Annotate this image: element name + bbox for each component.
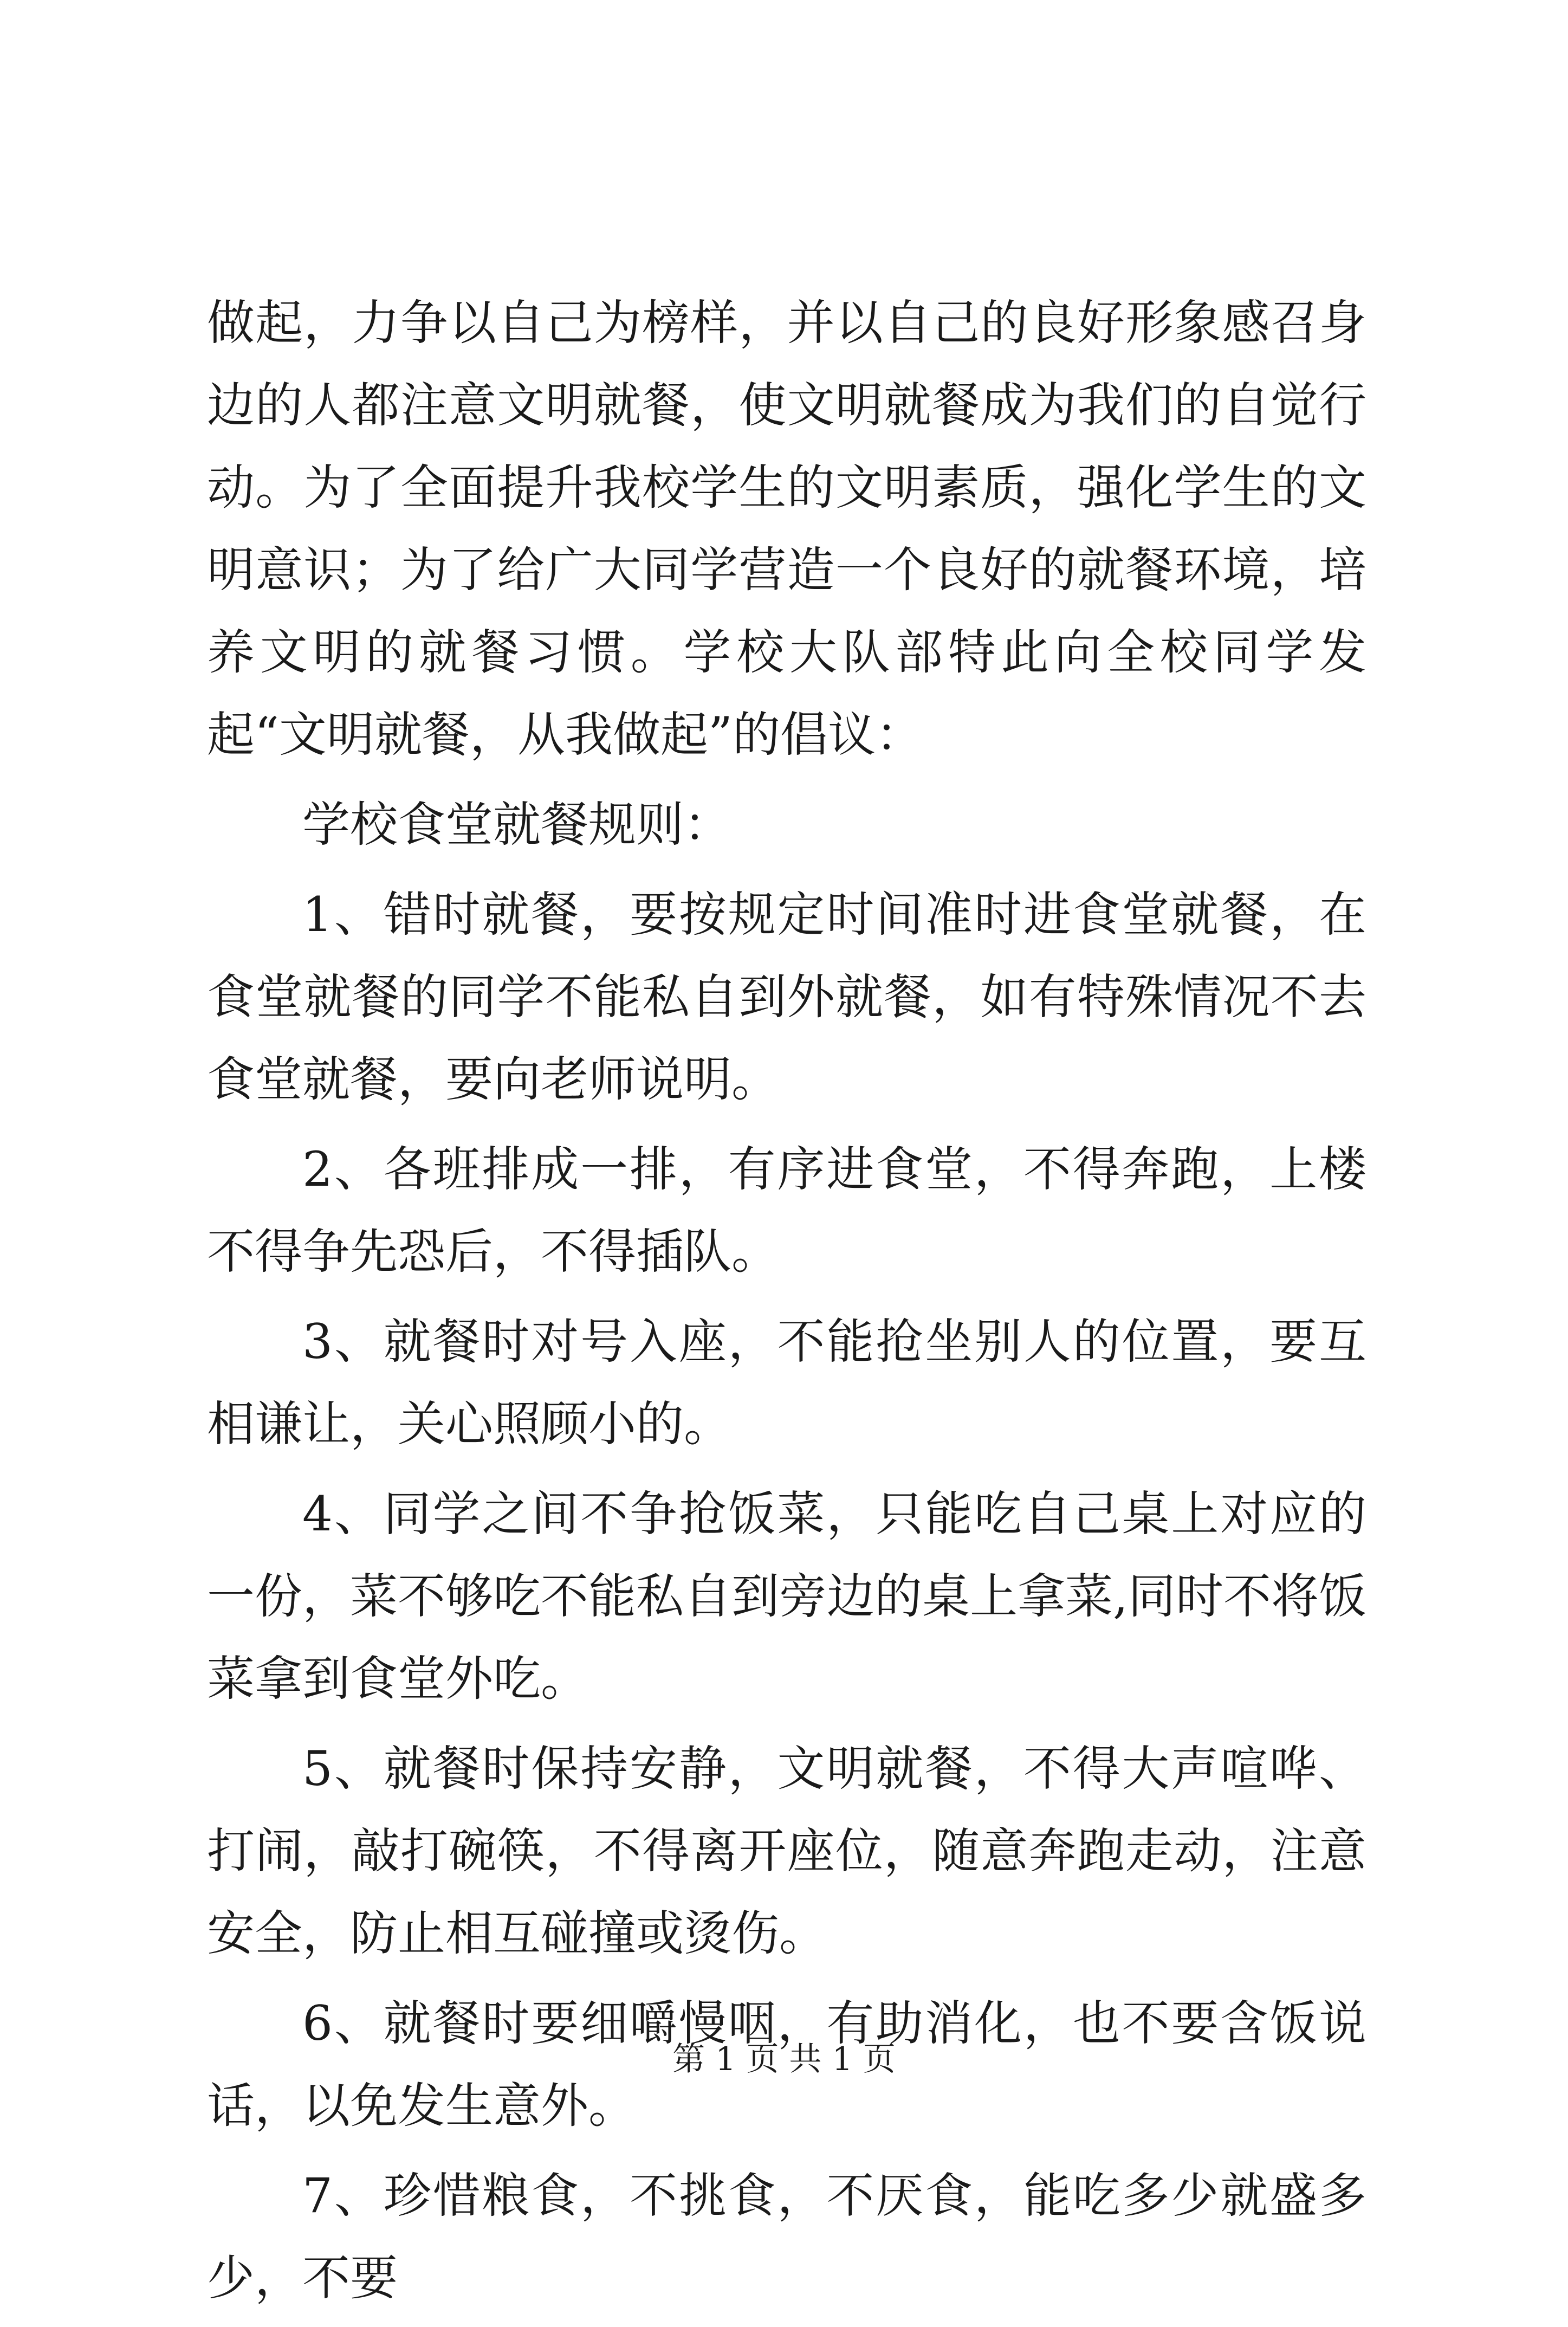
paragraph-rule-6: 6、就餐时要细嚼慢咽，有助消化，也不要含饭说话，以免发生意外。 bbox=[207, 1995, 1366, 2134]
paragraph-rule-4: 4、同学之间不争抢饭菜，只能吃自己桌上对应的一份，菜不够吃不能私自到旁边的桌上拿菜,同时不将饭菜拿到食堂外吃。 bbox=[207, 1486, 1366, 1707]
paragraph-rules-heading: 学校食堂就餐规则： bbox=[302, 797, 732, 852]
paragraph-intro: 做起，力争以自己为榜样，并以自己的良好形象感召身边的人都注意文明就餐，使文明就餐成为我们的自觉行动。为了全面提升我校学生的文明素质，强化学生的文明意识；为了给广大同学营造一个良好的就餐环境，培养文明的就餐习惯。学校大队部特此向全校同学发起“文明就餐，从我做起”的倡议： bbox=[207, 295, 1366, 762]
paragraph-rule-3: 3、就餐时对号入座，不能抢坐别人的位置，要互相谦让，关心照顾小的。 bbox=[207, 1314, 1366, 1452]
document-body bbox=[207, 282, 1366, 2327]
page-footer: 第 1 页 共 1 页 bbox=[672, 2040, 896, 2078]
paragraph-rule-7: 7、珍惜粮食，不挑食，不厌食，能吃多少就盛多少，不要 bbox=[207, 2168, 1366, 2306]
paragraph-rule-1: 1、错时就餐，要按规定时间准时进食堂就餐，在食堂就餐的同学不能私自到外就餐，如有特殊情况不去食堂就餐，要向老师说明。 bbox=[207, 887, 1366, 1107]
paragraph-rule-5: 5、就餐时保持安静，文明就餐，不得大声喧哗、打闹，敲打碗筷，不得离开座位，随意奔跑走动，注意安全，防止相互碰撞或烫伤。 bbox=[207, 1741, 1366, 1961]
paragraph-rule-2: 2、各班排成一排，有序进食堂，不得奔跑，上楼不得争先恐后，不得插队。 bbox=[207, 1141, 1366, 1279]
